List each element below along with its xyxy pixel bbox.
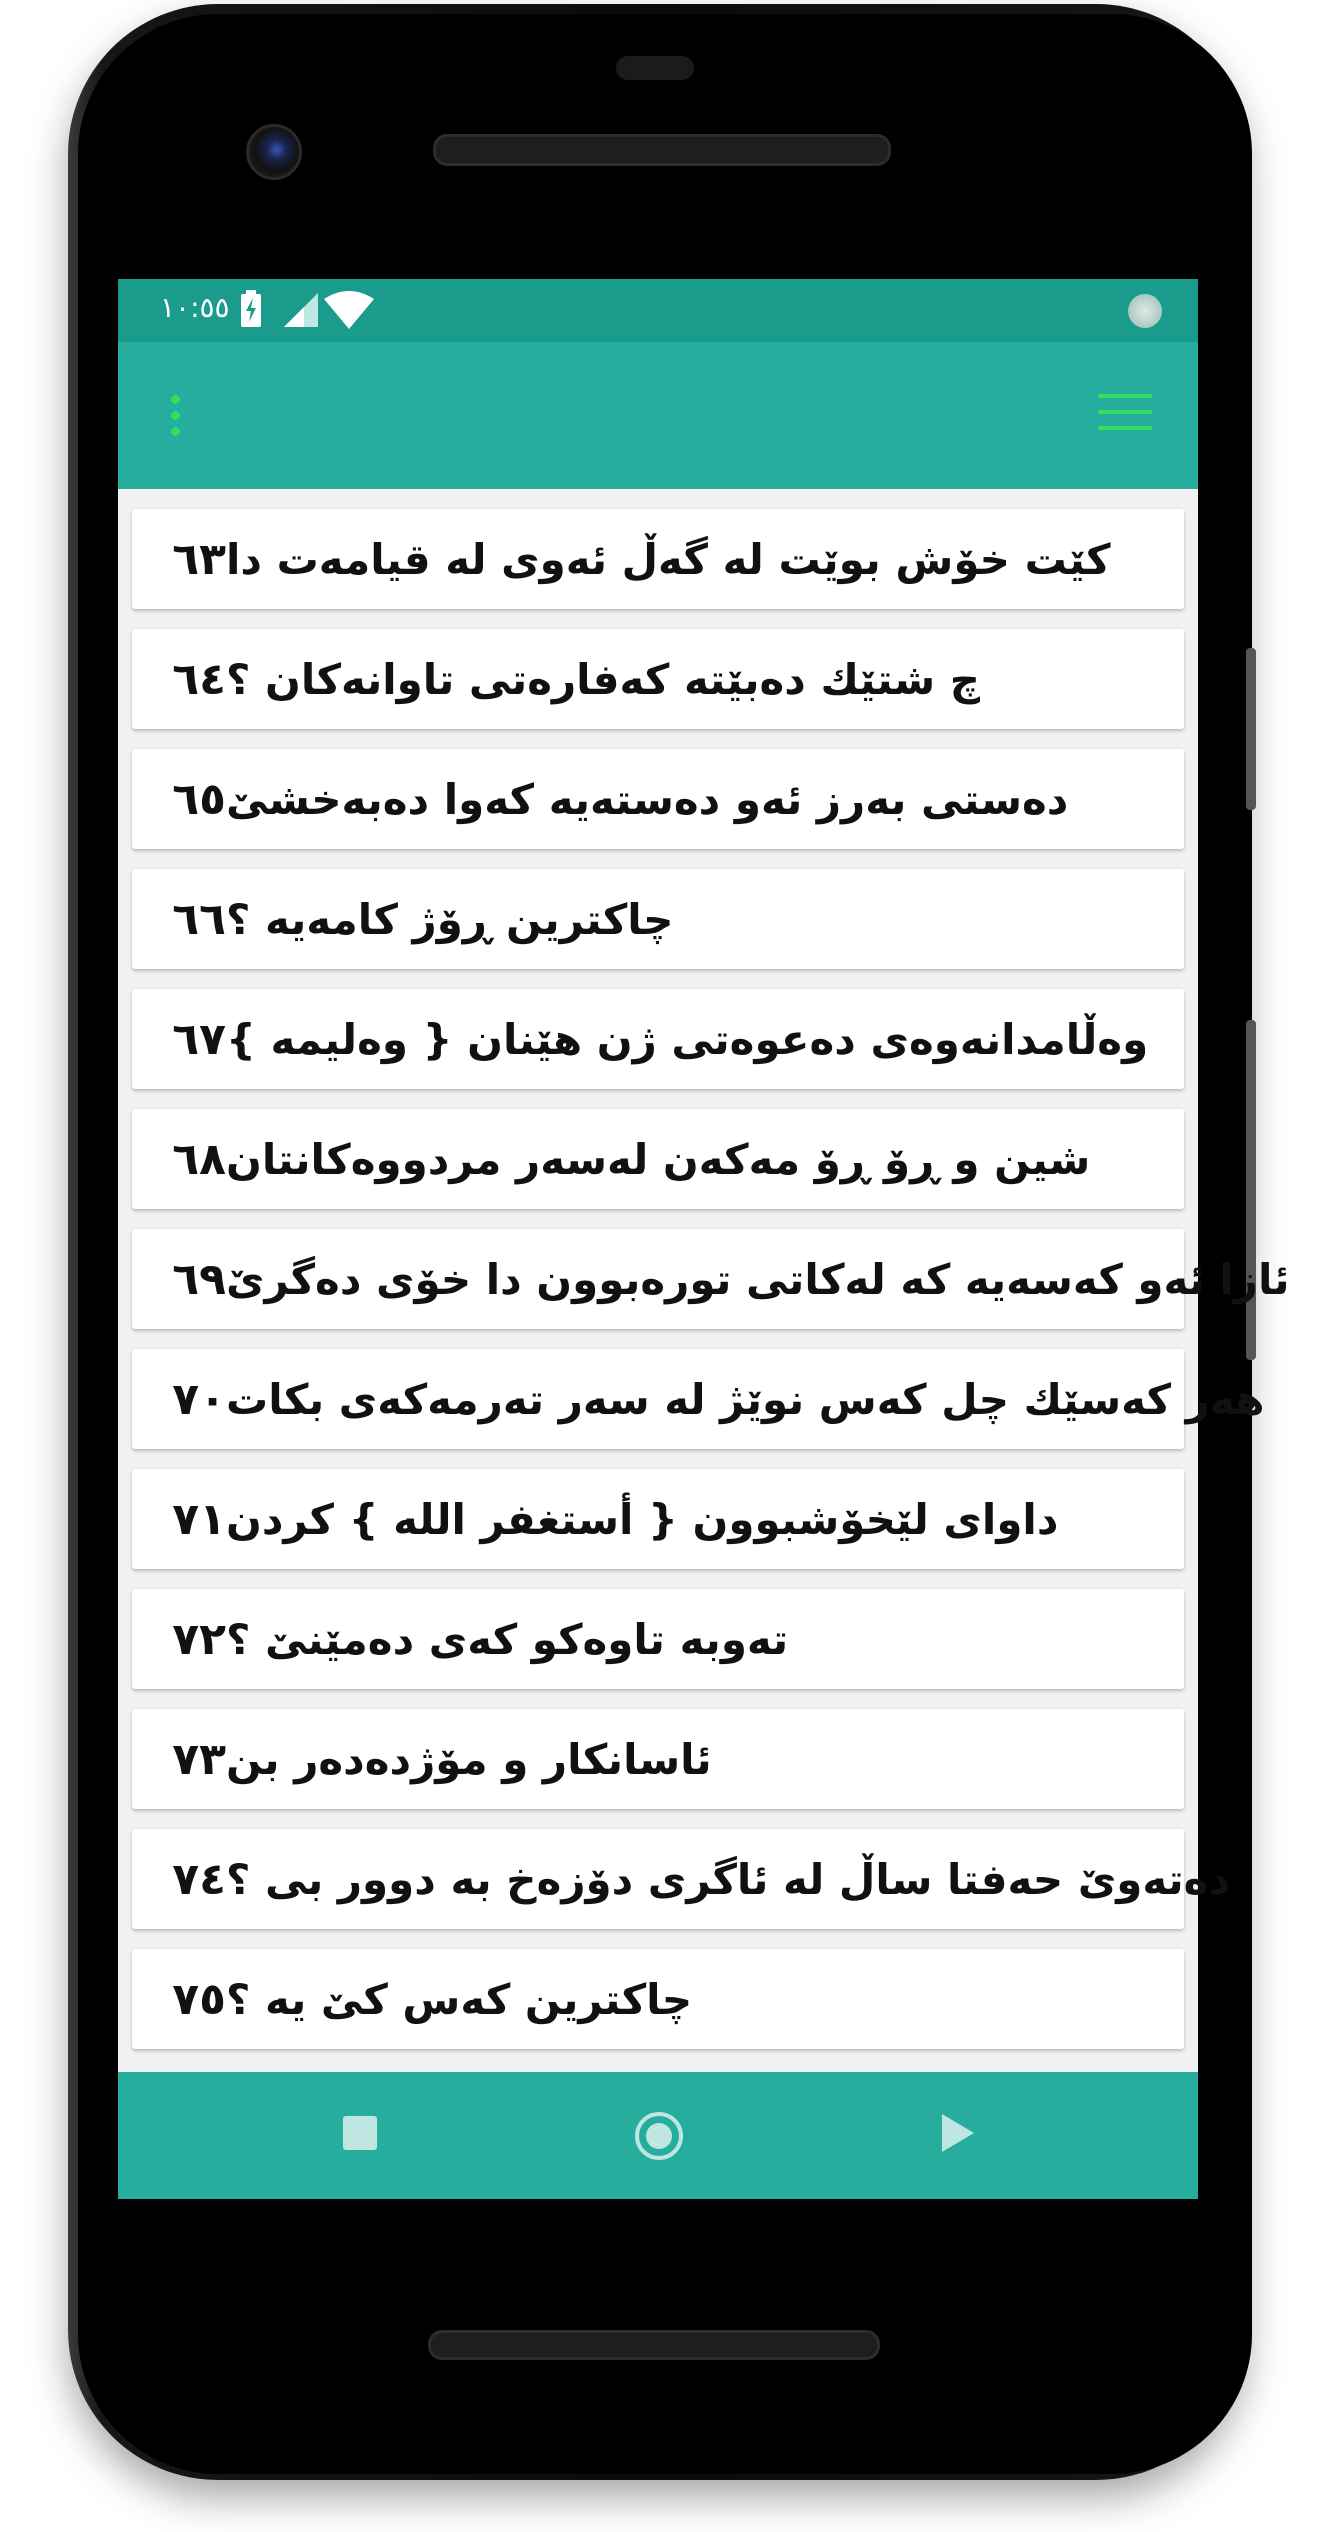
app-screen (118, 279, 1290, 2199)
wifi-icon (324, 291, 374, 329)
list-item[interactable] (132, 989, 1184, 1089)
earpiece-speaker (433, 134, 891, 166)
status-time: ١٠:٥٥ (160, 291, 230, 324)
item-number: ٦٥ (172, 773, 226, 825)
home-circle-icon[interactable] (635, 2112, 683, 2160)
list-item[interactable] (132, 1349, 1265, 1449)
item-title: چ شتێك دەبێتە کەفارەتی تاوانەکان ؟ (226, 654, 981, 704)
item-title: دەتەوێ حەفتا ساڵ لە ئاگری دۆزەخ بە دوور بی ؟ (226, 1854, 1231, 1904)
item-title: ئاسانکار و مۆژدەدەر بن (226, 1734, 712, 1784)
item-title: شین و ڕۆ ڕۆ مەکەن لەسەر مردووەکانتان (226, 1134, 1091, 1184)
item-number: ٦٤ (172, 653, 226, 705)
item-title: دەستی بەرز ئەو دەستەیە کەوا دەبەخشێ (226, 774, 1069, 824)
list-item[interactable] (132, 1829, 1231, 1929)
list-item[interactable] (132, 749, 1184, 849)
item-title: چاکترین ڕۆژ کامەیە ؟ (226, 894, 674, 944)
item-number: ٧٣ (172, 1733, 226, 1785)
bottom-speaker (428, 2330, 880, 2360)
front-camera-icon (246, 124, 302, 180)
item-number: ٦٣ (172, 533, 226, 585)
item-number: ٦٨ (172, 1133, 226, 1185)
power-button (1246, 648, 1256, 810)
item-title: وەڵامدانەوەی دەعوەتی ژن هێنان { وەلیمە } (226, 1014, 1149, 1064)
list-item[interactable] (132, 869, 1184, 969)
item-number: ٦٦ (172, 893, 226, 945)
item-number: ٧٢ (172, 1613, 226, 1665)
system-nav-bar (118, 2072, 1198, 2199)
item-title: تەوبە تاوەکو کەی دەمێنێ ؟ (226, 1614, 789, 1664)
recents-square-icon[interactable] (343, 2116, 377, 2150)
list-item[interactable] (132, 1709, 1184, 1809)
item-title: داوای لێخۆشبوون { أستغفر الله } کردن (226, 1494, 1059, 1544)
list-item[interactable] (132, 1469, 1184, 1569)
app-bar (118, 342, 1198, 489)
item-number: ٧٤ (172, 1853, 226, 1905)
item-number: ٦٩ (172, 1253, 226, 1305)
list-item[interactable] (132, 1949, 1184, 2049)
item-title: کێت خۆش بوێت لە گەڵ ئەوی لە قیامەت دا (226, 534, 1111, 584)
item-number: ٧١ (172, 1493, 226, 1545)
list-item[interactable] (132, 1589, 1184, 1689)
list-item[interactable] (132, 629, 1184, 729)
item-number: ٧٥ (172, 1973, 226, 2025)
battery-charging-icon (240, 290, 262, 328)
hamburger-icon[interactable] (1098, 394, 1152, 436)
item-title: ئازا ئەو کەسەیە کە لەکاتی تورەبوون دا خۆی دەگرێ (226, 1254, 1290, 1304)
front-sensor (616, 56, 694, 80)
item-title: هەر کەسێك چل کەس نوێژ لە سەر تەرمەکەی بکات (226, 1374, 1265, 1424)
back-triangle-icon[interactable] (942, 2114, 974, 2152)
list-item[interactable] (132, 1109, 1184, 1209)
item-title: چاکترین کەس کێ یە ؟ (226, 1974, 693, 2024)
notification-dot (1128, 294, 1162, 328)
item-number: ٦٧ (172, 1013, 226, 1065)
kebab-menu-icon[interactable] (168, 395, 182, 441)
list-item[interactable] (132, 1229, 1290, 1329)
volume-button (1246, 1020, 1256, 1360)
item-number: ٧٠ (172, 1373, 226, 1425)
topic-list (132, 509, 1290, 2069)
status-bar (118, 279, 1198, 342)
list-item[interactable] (132, 509, 1184, 609)
cell-signal-icon (284, 293, 318, 327)
